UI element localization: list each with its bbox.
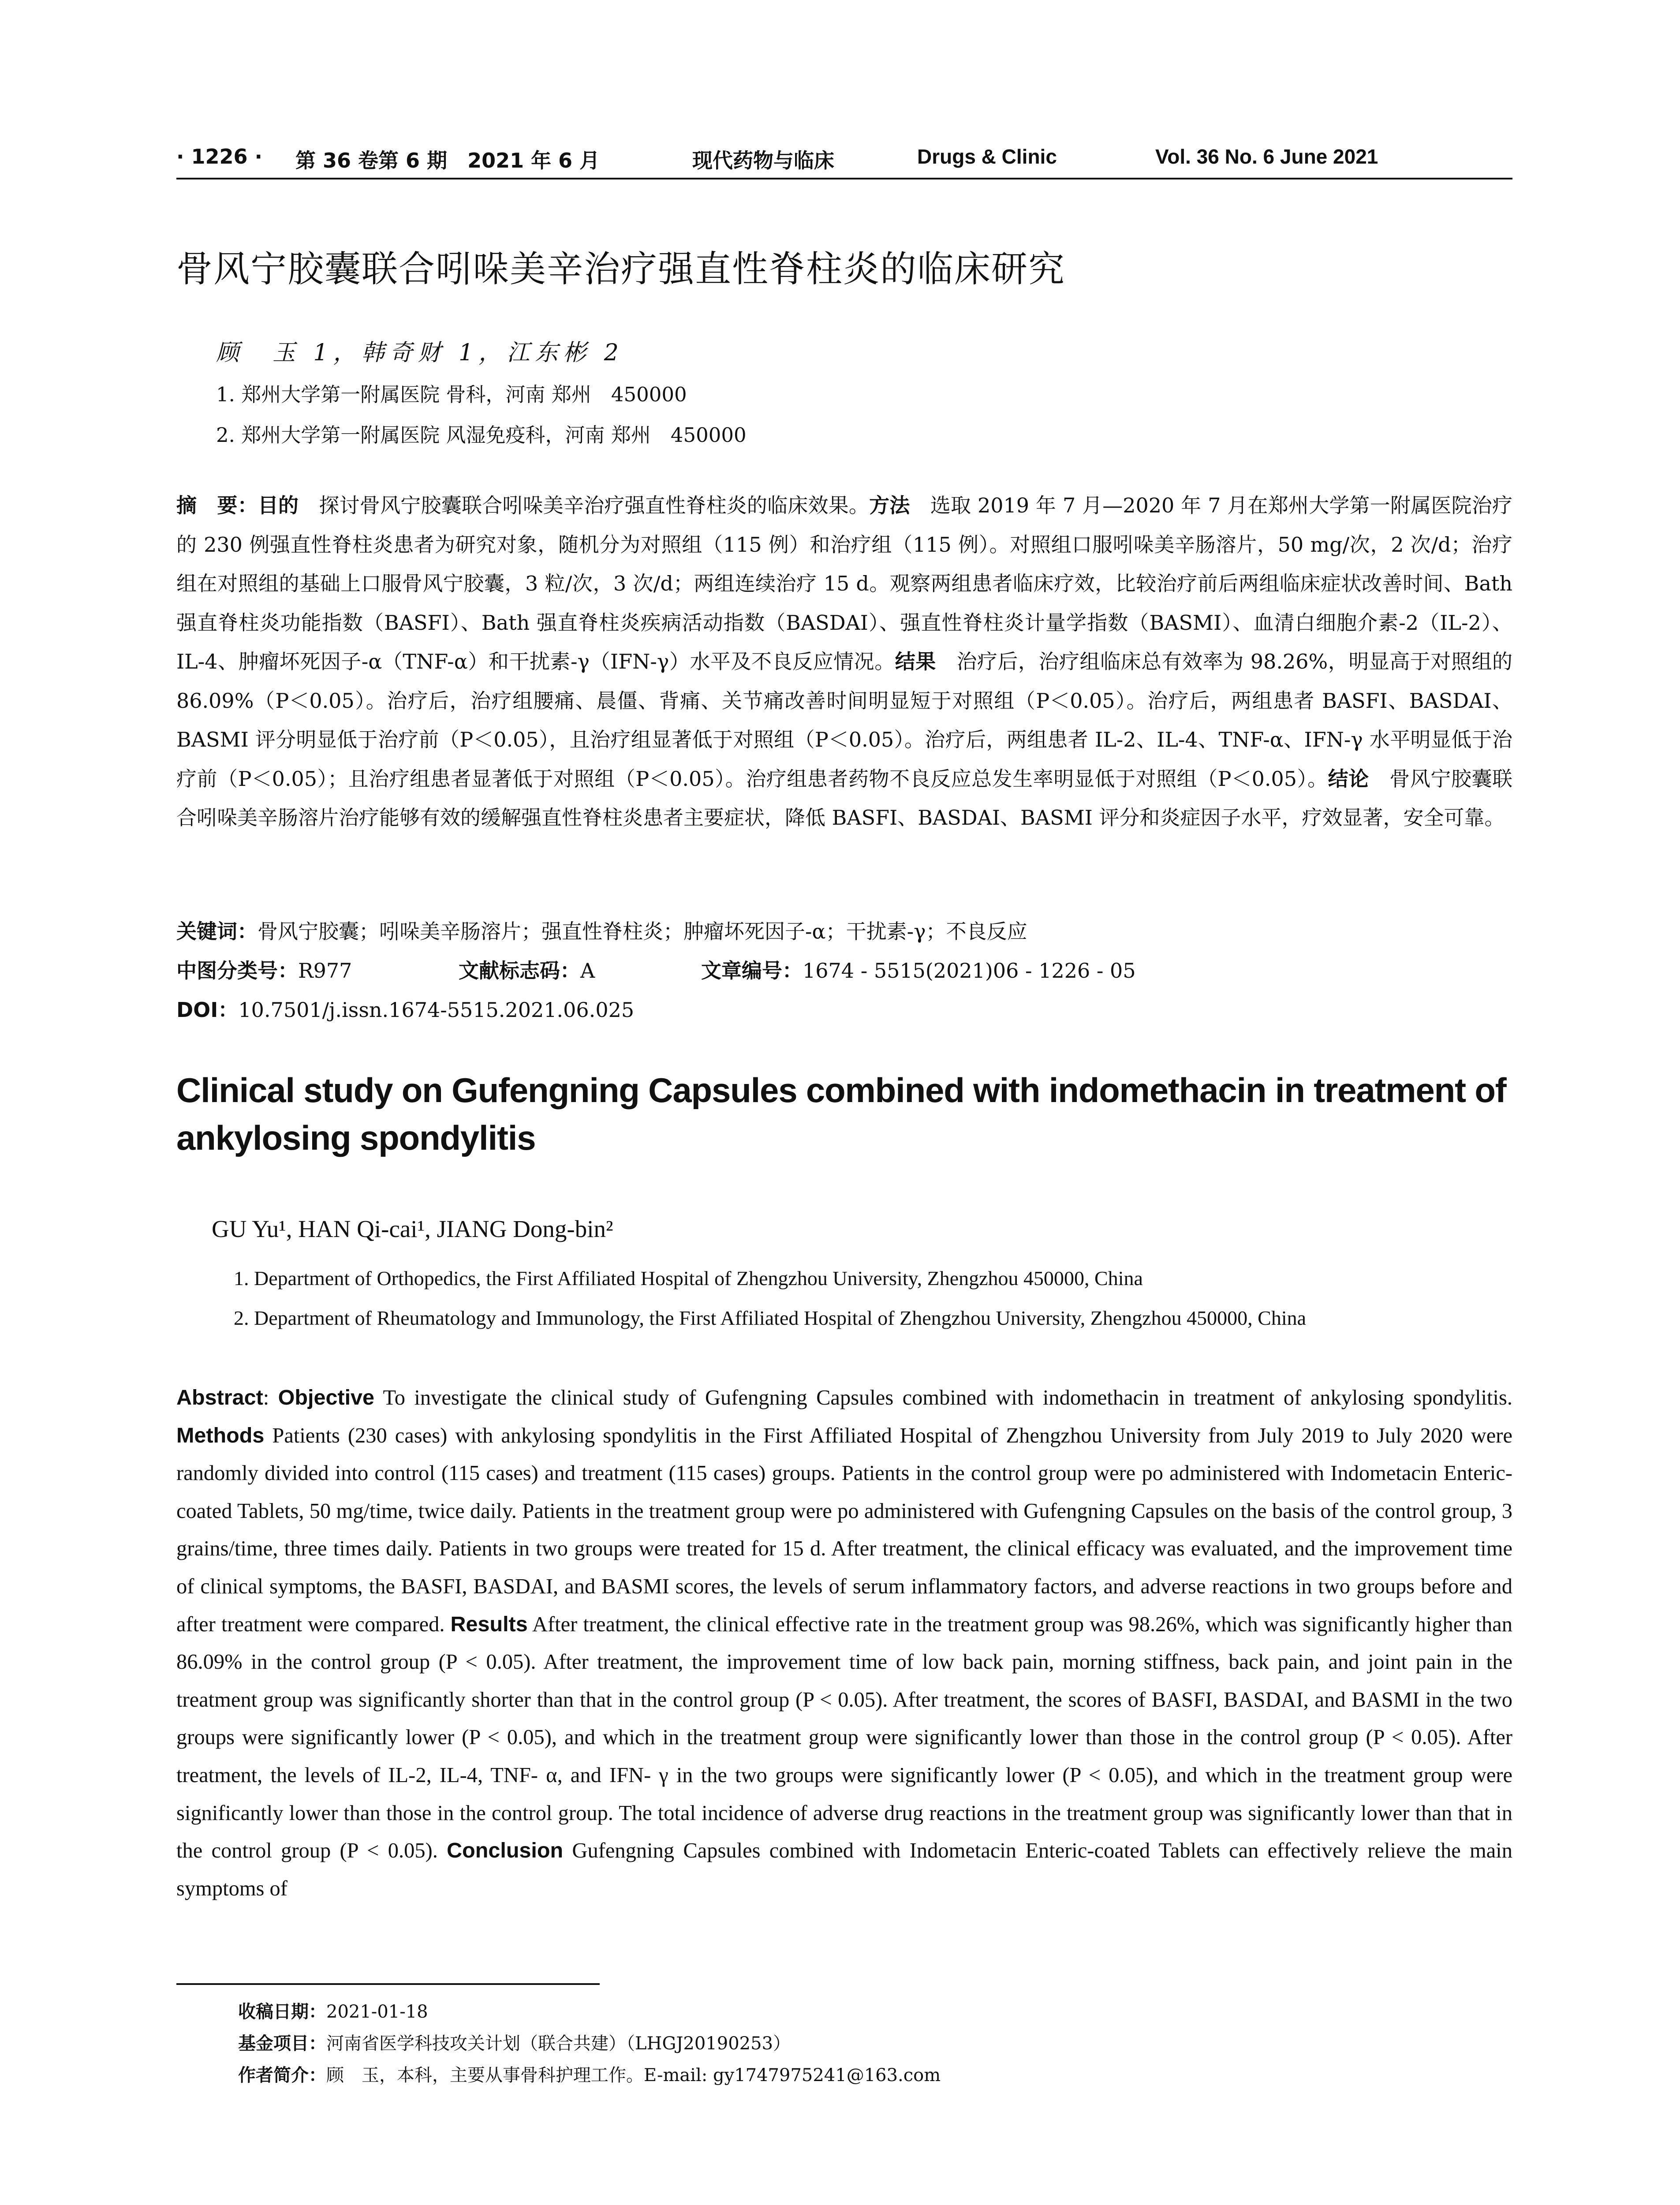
doc-code-label: 文献标志码：: [459, 959, 580, 983]
methods-label-en: Methods: [176, 1423, 265, 1447]
issue-cn: 第 36 卷第 6 期 2021 年 6 月: [295, 149, 600, 172]
classification-line: [176, 955, 352, 984]
conclusion-label-en: Conclusion: [447, 1839, 564, 1863]
doc-code-value: A: [580, 959, 595, 983]
title-en: Clinical study on Gufengning Capsules combined with indomethacin in treatment of ankylosing spondylitis: [176, 1071, 1506, 1157]
objective-label-cn: 目的: [258, 493, 299, 517]
conclusion-text-en: Gufengning Capsules combined with Indometacin Enteric-coated Tablets can effectively relieve the main symptoms of: [176, 1839, 1512, 1900]
journal-name-en: Drugs & Clinic: [917, 145, 1057, 168]
article-no-line: [701, 955, 1136, 984]
author-bio: [238, 2061, 941, 2086]
conclusion-text-cn: 骨风宁胶囊联合吲哚美辛肠溶片治疗能够有效的缓解强直性脊柱炎患者主要症状，降低 BASFI、BASDAI、BASMI 评分和炎症因子水平，疗效显著，安全可靠。: [176, 766, 1513, 830]
doi-line: [176, 994, 634, 1023]
affiliation-cn-2: 2. 郑州大学第一附属医院 风湿免疫科，河南 郑州 450000: [216, 423, 747, 447]
conclusion-label-cn: 结论: [1328, 766, 1369, 791]
fund-label: 基金项目：: [238, 2033, 326, 2054]
keywords-label: 关键词：: [176, 919, 258, 943]
received-label: 收稿日期：: [238, 2002, 326, 2022]
abstract-en: Abstract: Objective To investigate the clinical study of Gufengning Capsules combined with indomethacin in treatment of ankylosing spondylitis. Methods Patients (230 cases) with ankylosing spondylitis in the First Affiliated Hospital of Zhengzhou University from July 2019 to July 2020 were randomly divided into control (115 cases) and treatment (115 cases) groups. Patients in the control group were po administered with Indometacin Enteric-coated Tablets, 50 mg/time, twice daily. Patients in the treatment group were po administered with Gufengning Capsules on the basis of the control group, 3 grains/time, three times daily. Patients in two groups were treated for 15 d. After treatment, the clinical efficacy was evaluated, and the improvement time of clinical symptoms, the BASFI, BASDAI, and BASMI scores, the levels of serum inflammatory factors, and adverse reactions in two groups before and after treatment were compared. Results After treatment, the clinical effective rate in the treatment group was 98.26%, which was significantly higher than 86.09% in the control group (P < 0.05). After treatment, the improvement time of low back pain, morning stiffness, back pain, and joint pain in the treatment group was significantly shorter than that in the control group (P < 0.05). After treatment, the scores of BASFI, BASDAI, and BASMI in the two groups were significantly lower (P < 0.05), and which in the treatment group were significantly lower than those in the control group (P < 0.05). After treatment, the levels of IL-2, IL-4, TNF- α, and IFN- γ in the two groups were significantly lower (P < 0.05), and which in the treatment group were significantly lower than those in the control group. The total incidence of adverse drug reactions in the treatment group was significantly lower than that in the control group (P < 0.05). Conclusion Gufengning Capsules combined with Indometacin Enteric-coated Tablets can effectively relieve the main symptoms of: [176, 1386, 1512, 1900]
doc-code-line: [459, 955, 595, 984]
methods-text-en: Patients (230 cases) with ankylosing spondylitis in the First Affiliated Hospital of Zhengzhou University from July 2019 to July 2020 were randomly divided into control (115 cases) and treatment (115 cases) groups. Patients in the control group were po administered with Indometacin Enteric-coated Tablets, 50 mg/time, twice daily. Patients in the treatment group were po administered with Gufengning Capsules on the basis of the control group, 3 grains/time, three times daily. Patients in two groups were treated for 15 d. After treatment, the clinical efficacy was evaluated, and the improvement time of clinical symptoms, the BASFI, BASDAI, and BASMI scores, the levels of serum inflammatory factors, and adverse reactions in two groups before and after treatment were compared.: [176, 1424, 1512, 1636]
received-value: 2021-01-18: [326, 2002, 428, 2022]
title-cn: 骨风宁胶囊联合吲哚美辛治疗强直性脊柱炎的临床研究: [176, 248, 1066, 290]
affiliation-en-2: 2. Department of Rheumatology and Immunology, the First Affiliated Hospital of Zhengzhou University, Zhengzhou 450000, China: [234, 1307, 1307, 1329]
doi-label: DOI：: [176, 998, 239, 1022]
article-no-value: 1674 - 5515(2021)06 - 1226 - 05: [803, 959, 1136, 983]
author-bio-value: 顾 玉，本科，主要从事骨科护理工作。E-mail: gy1747975241@163.com: [326, 2065, 941, 2085]
authors-en: GU Yu¹, HAN Qi-cai¹, JIANG Dong-bin²: [212, 1215, 613, 1242]
received-date: [238, 1998, 428, 2023]
abstract-label-cn: 摘 要：: [176, 493, 258, 517]
abstract-cn: [176, 486, 1512, 837]
methods-text-cn: 选取 2019 年 7 月—2020 年 7 月在郑州大学第一附属医院治疗的 230 例强直性脊柱炎患者为研究对象，随机分为对照组（115 例）和治疗组（115 例）。对照组口服吲哚美辛肠溶片，50 mg/次，2 次/d；治疗组在对照组的基础上口服骨风宁胶囊，3 粒/次，3 次/d；两组连续治疗 15 d。观察两组患者临床疗效，比较治疗前后两组临床症状改善时间、Bath 强直脊柱炎功能指数（BASFI）、Bath 强直脊柱炎疾病活动指数（BASDAI）、强直性脊柱炎计量学指数（BASMI）、血清白细胞介素-2（IL-2）、IL-4、肿瘤坏死因子-α（TNF-α）和干扰素-γ（IFN-γ）水平及不良反应情况。: [176, 493, 1513, 673]
fund-project: [238, 2029, 791, 2055]
fund-value: 河南省医学科技攻关计划（联合共建）（LHGJ20190253）: [326, 2033, 791, 2054]
methods-label-cn: 方法: [869, 493, 910, 517]
doi-value: 10.7501/j.issn.1674-5515.2021.06.025: [238, 998, 635, 1022]
results-label-en: Results: [450, 1612, 528, 1636]
authors-cn: 顾 玉 1，韩奇财 1，江东彬 2: [216, 340, 624, 366]
results-text-en: After treatment, the clinical effective rate in the treatment group was 98.26%, which was significantly higher than 86.09% in the control group (P < 0.05). After treatment, the improvement time of low back pain, morning stiffness, back pain, and joint pain in the treatment group was significantly shorter than that in the control group (P < 0.05). After treatment, the scores of BASFI, BASDAI, and BASMI in the two groups were significantly lower (P < 0.05), and which in the treatment group were significantly lower than those in the control group (P < 0.05). After treatment, the levels of IL-2, IL-4, TNF- α, and IFN- γ in the two groups were significantly lower (P < 0.05), and which in the treatment group were significantly lower than those in the control group. The total incidence of adverse drug reactions in the treatment group was significantly lower than that in the control group (P < 0.05).: [176, 1612, 1512, 1863]
objective-label-en: Objective: [278, 1386, 374, 1409]
article-no-label: 文章编号：: [701, 959, 803, 983]
abstract-label-en: Abstract: [176, 1386, 263, 1409]
footnote-rule: [176, 1983, 600, 1985]
clc-label: 中图分类号：: [176, 959, 298, 983]
author-bio-label: 作者简介：: [238, 2065, 326, 2085]
objective-text-en: To investigate the clinical study of Gufengning Capsules combined with indomethacin in treatment of ankylosing spondylitis.: [374, 1386, 1512, 1409]
clc-value: R977: [298, 959, 352, 983]
journal-name-cn: 现代药物与临床: [692, 149, 834, 172]
results-text-cn: 治疗后，治疗组临床总有效率为 98.26%，明显高于对照组的 86.09%（P＜0.05）。治疗后，治疗组腰痛、晨僵、背痛、关节痛改善时间明显短于对照组（P＜0.05）。治疗后，两组患者 BASFI、BASDAI、BASMI 评分明显低于治疗前（P＜0.05），且治疗组显著低于对照组（P＜0.05）。治疗后，两组患者 IL-2、IL-4、TNF-α、IFN-γ 水平明显低于治疗前（P＜0.05）；且治疗组患者显著低于对照组（P＜0.05）。治疗组患者药物不良反应总发生率明显低于对照组（P＜0.05）。: [176, 650, 1513, 791]
keywords-cn: [176, 916, 1027, 945]
issue-en: Vol. 36 No. 6 June 2021: [1155, 145, 1378, 168]
page-number: · 1226 ·: [176, 145, 263, 168]
keywords-text: 骨风宁胶囊；吲哚美辛肠溶片；强直性脊柱炎；肿瘤坏死因子-α；干扰素-γ；不良反应: [258, 919, 1027, 943]
affiliation-cn-1: 1. 郑州大学第一附属医院 骨科，河南 郑州 450000: [216, 383, 687, 406]
running-header: [176, 137, 1512, 176]
header-rule: [176, 178, 1512, 179]
objective-text-cn: 探讨骨风宁胶囊联合吲哚美辛治疗强直性脊柱炎的临床效果。: [299, 493, 870, 517]
results-label-cn: 结果: [895, 650, 936, 673]
affiliation-en-1: 1. Department of Orthopedics, the First Affiliated Hospital of Zhengzhou University, Zhengzhou 450000, China: [234, 1267, 1143, 1289]
